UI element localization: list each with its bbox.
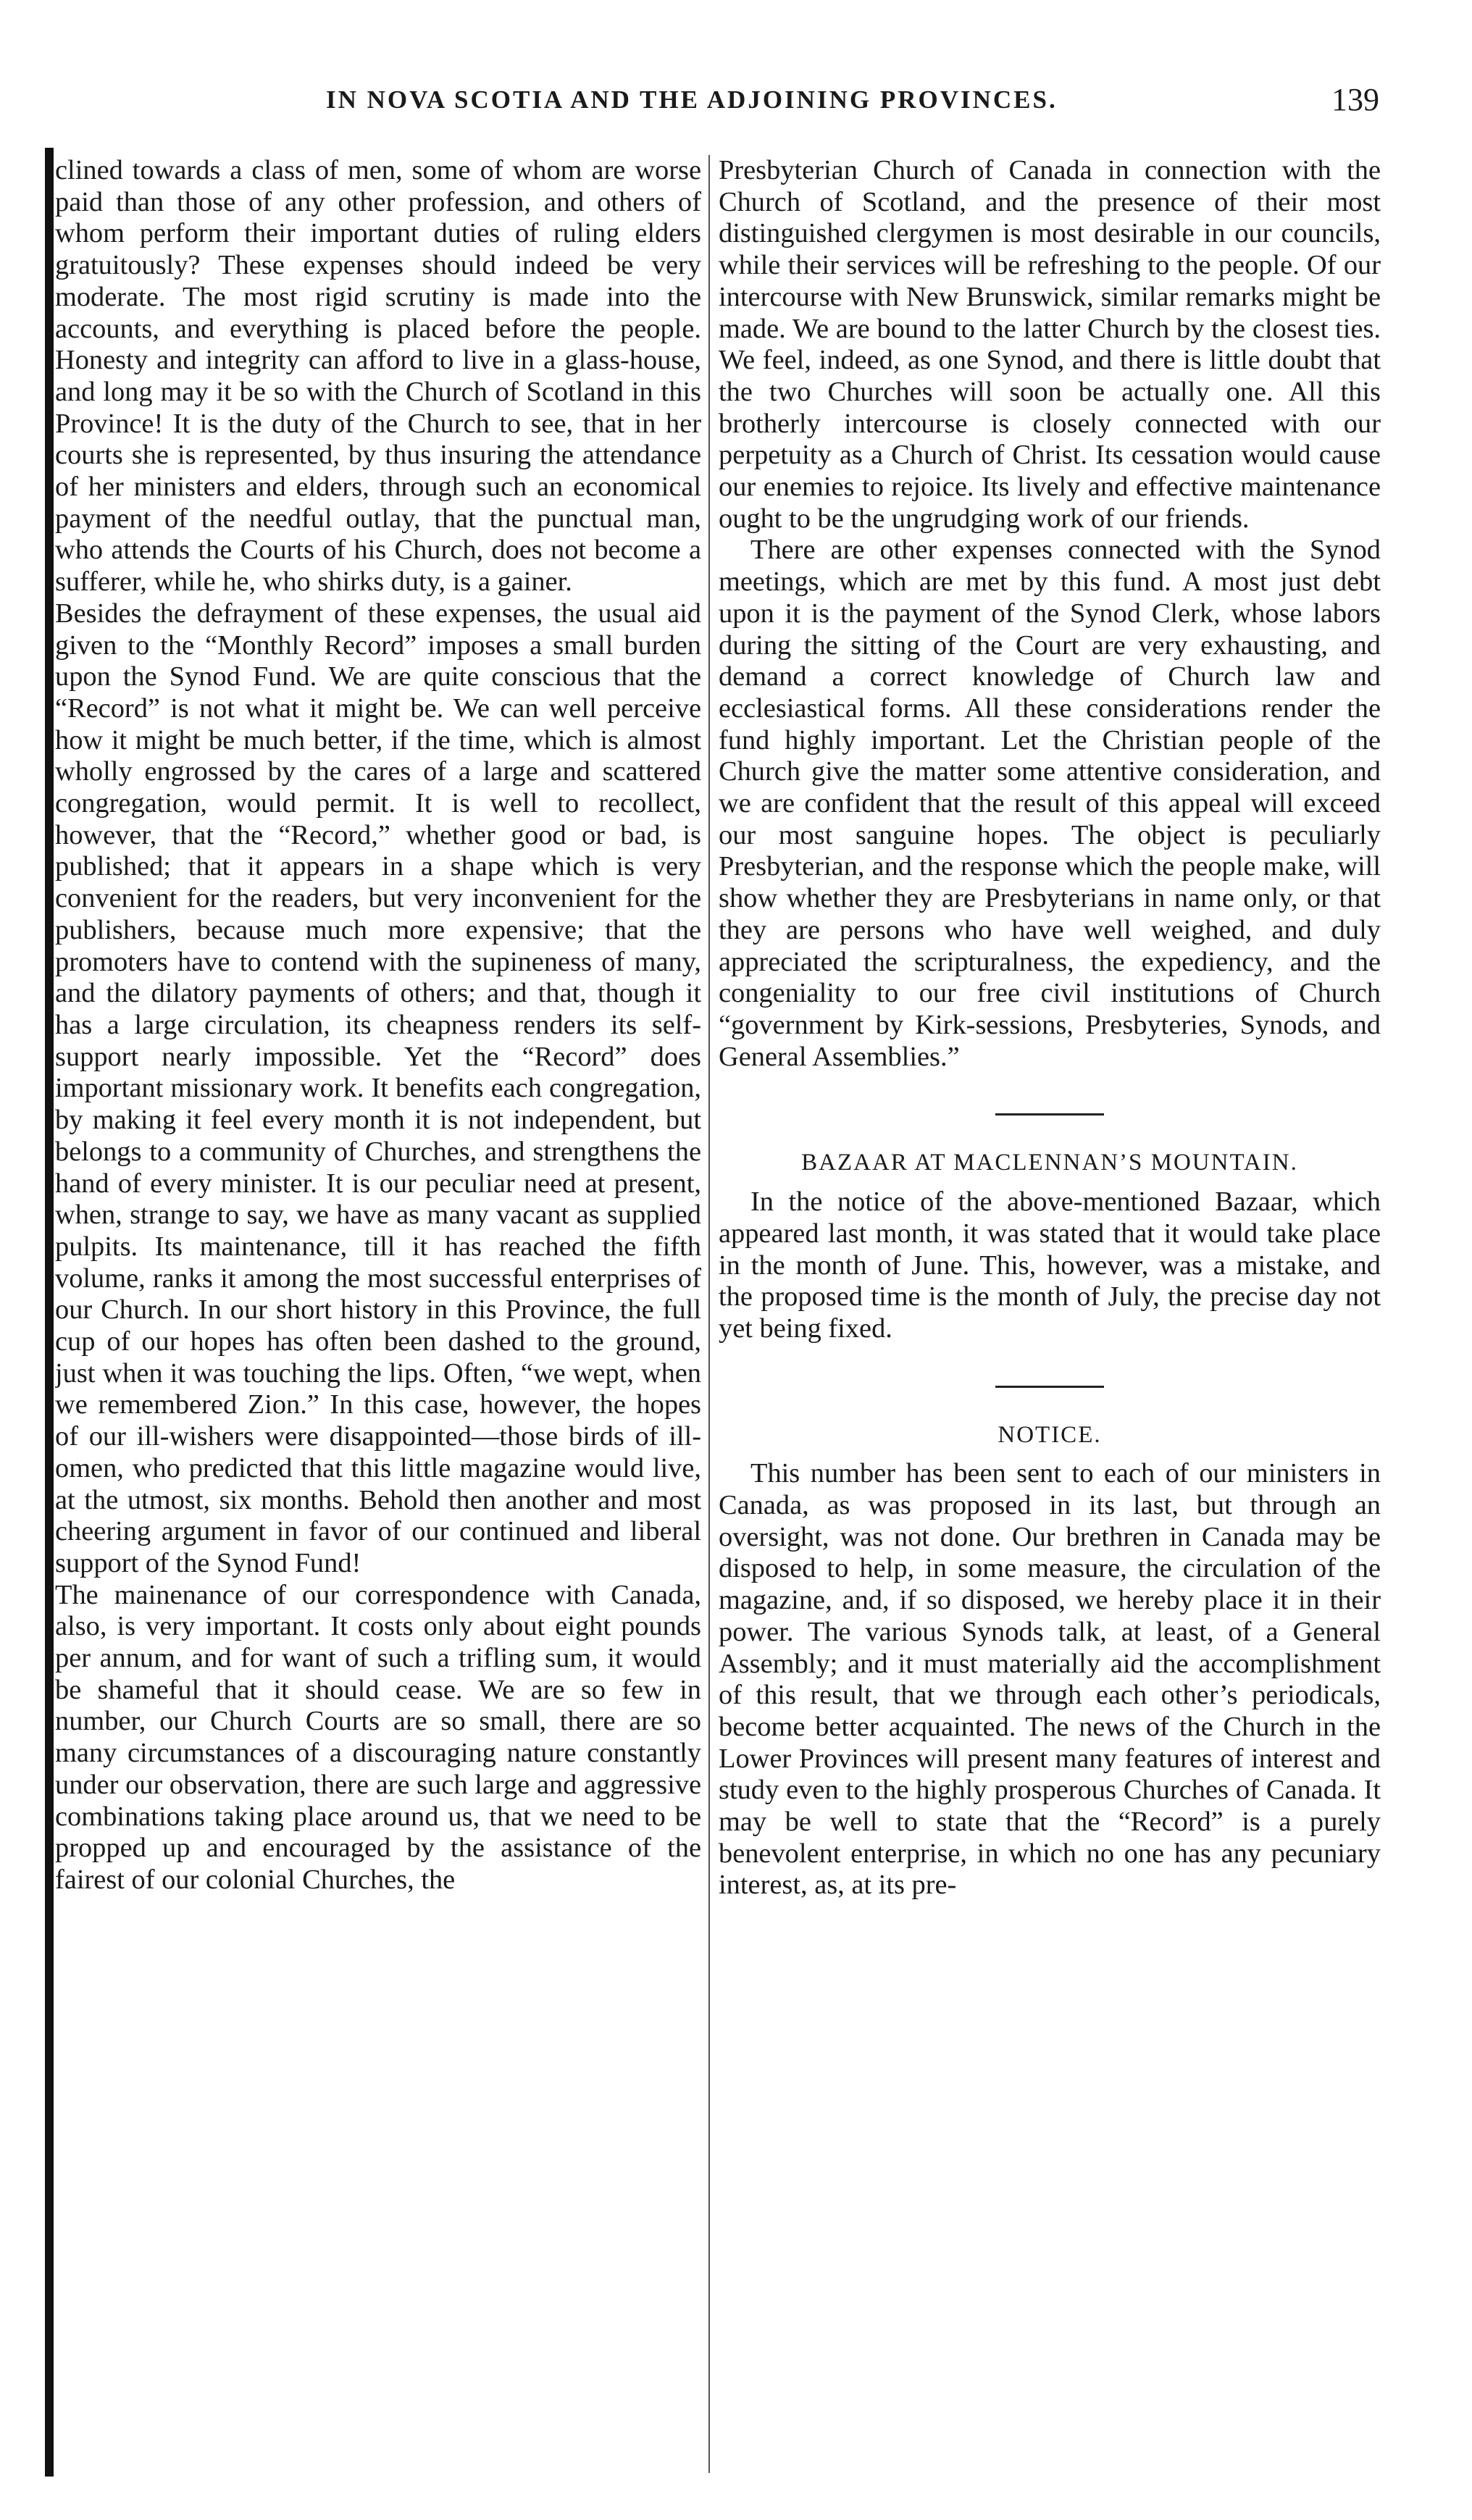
- paragraph: clined towards a class of men, some of whom are worse paid than those of any other profession, and others of whom perform their important duties of ruling elders gratuitously? These expenses should indeed be very moderate. The most rigid scrutiny is made into the accounts, and everything is placed before the people. Honesty and integrity can afford to live in a glass-house, and long may it be so with the Church of Scotland in this Province! It is the duty of the Church to see, that in her courts she is represented, by thus insuring the attendance of her ministers and elders, through such an economical payment of the needful outlay, that the punctual man, who attends the Courts of his Church, does not become a sufferer, while he, who shirks duty, is a gainer.: [55, 155, 701, 598]
- page-header: [0, 82, 1472, 136]
- running-title: IN NOVA SCOTIA AND THE ADJOINING PROVINCES.: [326, 85, 1058, 114]
- column-divider: [708, 155, 710, 2473]
- paragraph: There are other expenses connected with the Synod meetings, which are met by this fund. A most just debt upon it is the payment of the Synod Clerk, whose labors during the sitting of the Court are very exhausting, and demand a correct knowledge of Church law and ecclesiastical forms. All these considerations render the fund highly important. Let the Christian people of the Church give the matter some attentive consideration, and we are confident that the result of this appeal will exceed our most sanguine hopes. The object is peculiarly Presbyterian, and the response which the people make, will show whether they are Presbyterians in name only, or that they are persons who have well weighed, and duly appreciated the scripturalness, the expediency, and the congeniality to our free civil institutions of Church “government by Kirk-sessions, Presbyteries, Synods, and General Assemblies.”: [719, 535, 1381, 1072]
- left-column: [55, 155, 701, 1896]
- right-column: [719, 155, 1381, 1901]
- paragraph: Besides the defrayment of these expenses, the usual aid given to the “Monthly Record” imposes a small burden upon the Synod Fund. We are quite conscious that the “Record” is not what it might be. We can well perceive how it might be much better, if the time, which is almost wholly engrossed by the cares of a large and scattered congregation, would permit. It is well to recollect, however, that the “Record,” whether good or bad, is published; that it appears in a shape which is very convenient for the readers, but very inconvenient for the publishers, because much more expensive; that the promoters have to contend with the supineness of many, and the dilatory payments of others; and that, though it has a large circulation, its cheapness renders its self-support nearly impossible. Yet the “Record” does important missionary work. It benefits each congregation, by making it feel every month it is not independent, but belongs to a community of Churches, and strengthens the hand of every minister. It is our peculiar need at present, when, strange to say, we have as many vacant as supplied pulpits. Its maintenance, till it has reached the fifth volume, ranks it among the most successful enterprises of our Church. In our short history in this Province, the full cup of our hopes has often been dashed to the ground, just when it was touching the lips. Often, “we wept, when we remembered Zion.” In this case, however, the hopes of our ill-wishers were disappointed—those birds of ill-omen, who predicted that this little magazine would live, at the utmost, six months. Behold then another and most cheering argument in favor of our continued and liberal support of the Synod Fund!: [55, 598, 701, 1578]
- page-number: 139: [1331, 82, 1379, 117]
- paragraph: This number has been sent to each of our ministers in Canada, as was proposed in its last, but through an oversight, was not done. Our brethren in Canada may be disposed to help, in some measure, the circulation of the magazine, and, if so disposed, we hereby place it in their power. The various Synods talk, at least, of a General Assembly; and it must materially aid the accomplishment of this result, that we through each other’s periodicals, become better acquainted. The news of the Church in the Lower Provinces will present many features of interest and study even to the highly prosperous Churches of Canada. It may be well to state that the “Record” is a purely benevolent enterprise, in which no one has any pecuniary interest, as, at its pre-: [719, 1458, 1381, 1901]
- paragraph: Presbyterian Church of Canada in connection with the Church of Scotland, and the presence of their most distinguished clergymen is most desirable in our councils, while their services will be refreshing to the people. Of our intercourse with New Brunswick, similar remarks might be made. We are bound to the latter Church by the closest ties. We feel, indeed, as one Synod, and there is little doubt that the two Churches will soon be actually one. All this brotherly intercourse is closely connected with our perpetuity as a Church of Christ. Its cessation would cause our enemies to rejoice. Its lively and effective maintenance ought to be the ungrudging work of our friends.: [719, 155, 1381, 534]
- paragraph: In the notice of the above-mentioned Bazaar, which appeared last month, it was stated that it would take place in the month of June. This, however, was a mistake, and the proposed time is the month of July, the precise day not yet being fixed.: [719, 1186, 1381, 1344]
- binding-edge: [45, 148, 54, 2477]
- section-title-notice: NOTICE.: [998, 1421, 1102, 1448]
- section-title-bazaar: BAZAAR AT MACLENNAN’S MOUNTAIN.: [801, 1150, 1298, 1176]
- paragraph: The mainenance of our correspondence with Canada, also, is very important. It costs only about eight pounds per annum, and for want of such a trifling sum, it would be shameful that it should cease. We are so few in number, our Church Courts are so small, there are so many circumstances of a discouraging nature constantly under our observation, there are such large and aggressive combinations taking place around us, that we need to be propped up and encouraged by the assistance of the fairest of our colonial Churches, the: [55, 1579, 701, 1895]
